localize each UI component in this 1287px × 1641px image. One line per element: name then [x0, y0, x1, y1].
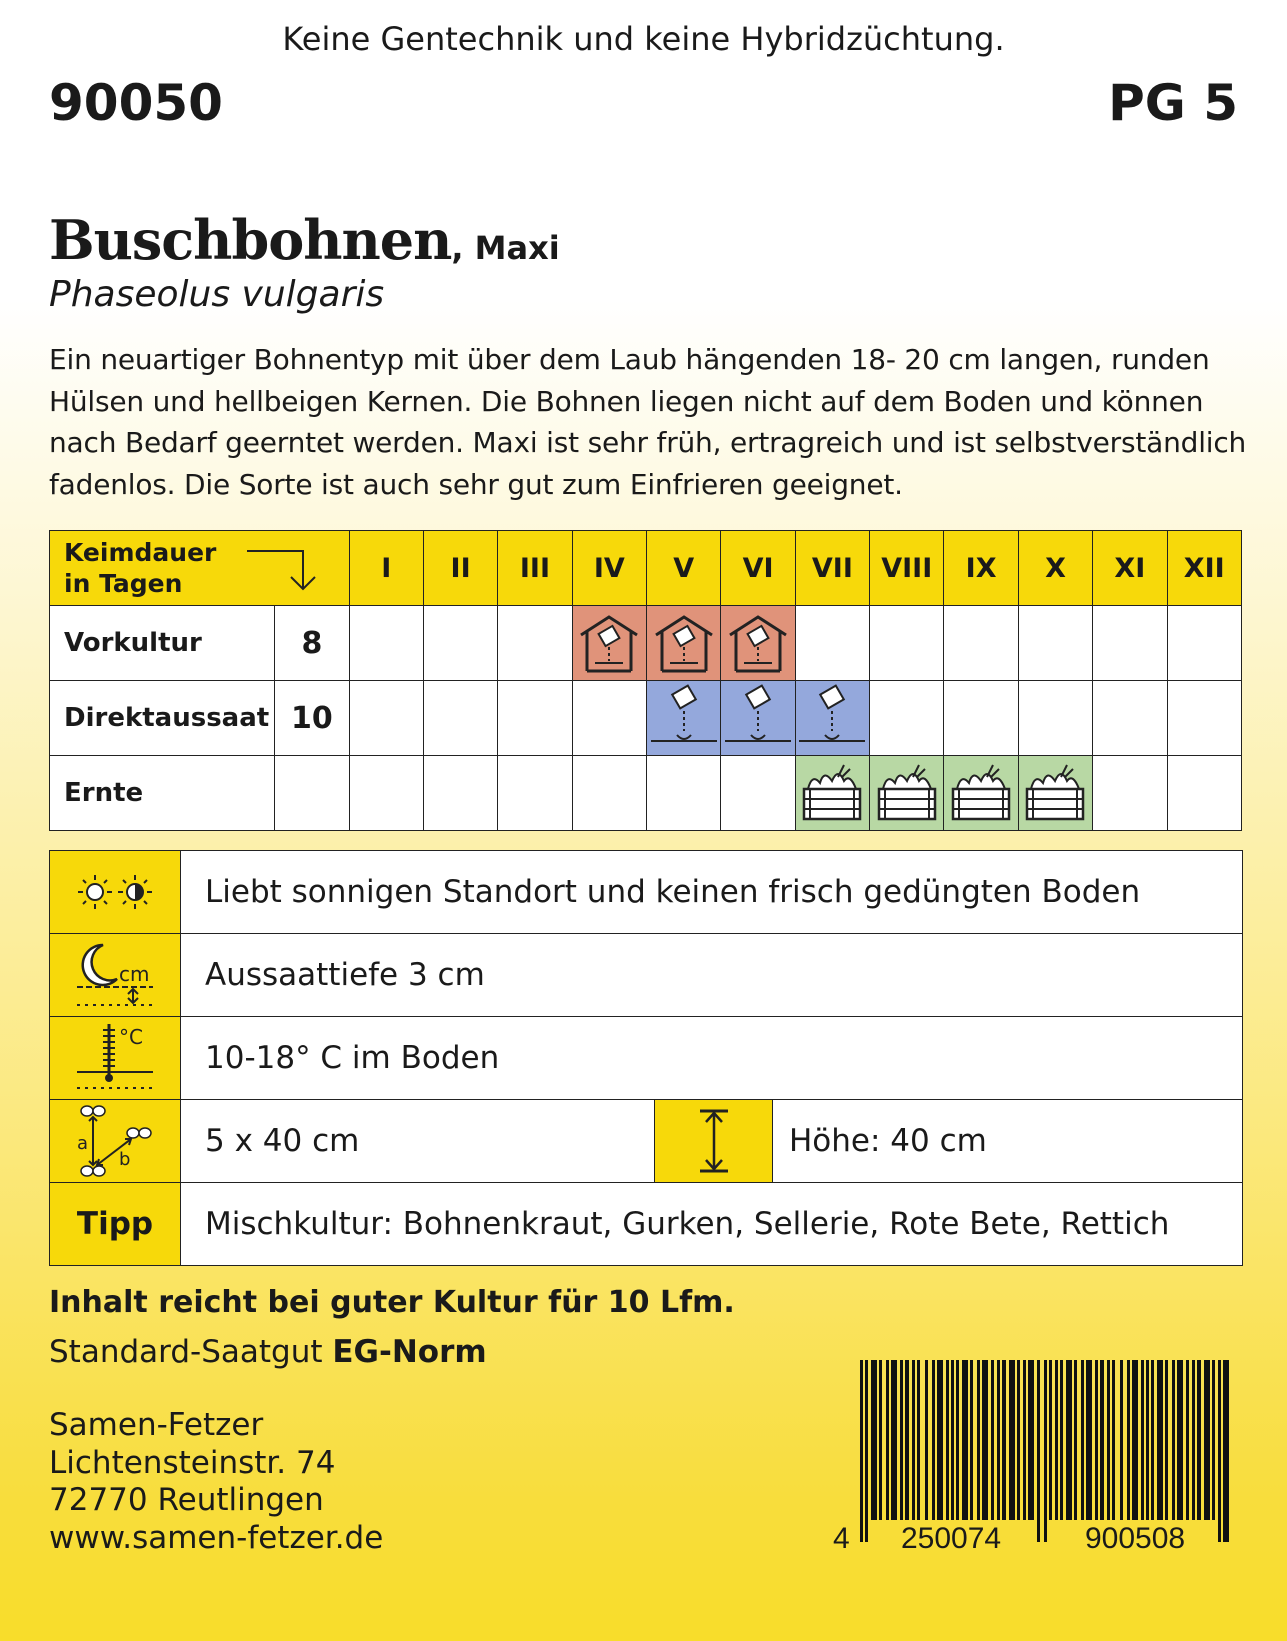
direct-sowing-icon	[649, 683, 719, 753]
greenhouse-sowing-icon	[726, 611, 790, 675]
barcode-bar	[1086, 1360, 1092, 1520]
latin-name: Phaseolus vulgaris	[49, 274, 385, 315]
barcode-bar	[1009, 1360, 1015, 1520]
month-cell	[721, 756, 795, 831]
tagline: Keine Gentechnik und keine Hybridzüchtung.	[282, 20, 1005, 58]
barcode-bar	[982, 1360, 988, 1520]
month-cell-active	[795, 756, 869, 831]
harvest-crate-icon	[947, 761, 1015, 825]
month-cell-active	[944, 756, 1018, 831]
barcode-bar	[1095, 1360, 1098, 1520]
barcode-bar	[1044, 1360, 1047, 1542]
barcode-bar	[997, 1360, 1000, 1520]
barcode-bar	[900, 1360, 903, 1520]
germination-days	[275, 756, 349, 831]
seed-standard	[49, 1334, 487, 1370]
month-cell	[1093, 681, 1167, 756]
height-text: Höhe: 40 cm	[773, 1100, 1243, 1183]
month-cell-active	[795, 681, 869, 756]
barcode-bar	[1120, 1360, 1123, 1520]
month-cell	[1093, 606, 1167, 681]
row-label: Direktaussaat	[50, 681, 275, 756]
info-row-location	[50, 851, 1243, 934]
barcode-bar	[1212, 1360, 1215, 1520]
barcode-bar	[917, 1360, 920, 1520]
barcode-bar	[1186, 1360, 1189, 1520]
month-header: IX	[944, 531, 1018, 606]
month-cell	[1167, 756, 1241, 831]
month-cell	[349, 756, 423, 831]
barcode-bar	[1107, 1360, 1110, 1520]
germination-days: 10	[275, 681, 349, 756]
company-street: Lichtensteinstr. 74	[49, 1444, 336, 1481]
month-cell	[423, 681, 497, 756]
barcode-bar	[1074, 1360, 1077, 1520]
month-cell	[349, 606, 423, 681]
seed-standard-prefix: Standard-Saatgut	[49, 1334, 333, 1370]
spacing-text: 5 x 40 cm	[181, 1100, 655, 1183]
coverage-note: Inhalt reicht bei guter Kultur für 10 Lfm.	[49, 1285, 735, 1320]
info-row-depth	[50, 934, 1243, 1017]
month-cell	[572, 756, 646, 831]
depth-text: Aussaattiefe 3 cm	[181, 934, 1243, 1017]
germination-header-line1: Keimdauer	[64, 538, 217, 567]
barcode-bar	[970, 1360, 973, 1520]
month-header: III	[498, 531, 572, 606]
month-cell	[498, 756, 572, 831]
company-name: Samen-Fetzer	[49, 1407, 264, 1443]
barcode-bar	[879, 1360, 882, 1520]
barcode-bar	[977, 1360, 980, 1520]
barcode-bar	[937, 1360, 943, 1520]
sun-half-sun-icon	[75, 872, 155, 912]
info-icon-cell	[50, 1100, 181, 1183]
month-cell	[870, 606, 944, 681]
temperature-text: 10-18° C im Boden	[181, 1017, 1243, 1100]
barcode-bar	[1081, 1360, 1084, 1520]
month-cell-active	[647, 606, 721, 681]
barcode-bar	[860, 1360, 863, 1542]
month-header: I	[349, 531, 423, 606]
info-icon-cell	[50, 1017, 181, 1100]
barcode-bar	[1017, 1360, 1020, 1520]
barcode-bar	[962, 1360, 968, 1520]
harvest-crate-icon	[798, 761, 866, 825]
info-icon-cell	[50, 851, 181, 934]
barcode-bar	[1197, 1360, 1201, 1520]
barcode-bar	[951, 1360, 954, 1520]
month-cell	[572, 681, 646, 756]
soil-thermometer-icon	[73, 1020, 157, 1096]
month-cell	[1167, 606, 1241, 681]
month-cell	[423, 606, 497, 681]
greenhouse-sowing-icon	[652, 611, 716, 675]
product-variety: , Maxi	[451, 229, 560, 267]
month-cell	[498, 606, 572, 681]
month-cell-active	[1018, 756, 1092, 831]
barcode-left-group: 250074	[901, 1522, 1002, 1555]
month-header: IV	[572, 531, 646, 606]
month-cell	[498, 681, 572, 756]
calendar-header-row	[50, 531, 1242, 606]
barcode-bar	[1165, 1360, 1168, 1520]
barcode-bar	[991, 1360, 994, 1520]
sowing-calendar	[49, 530, 1242, 831]
barcode-bar	[871, 1360, 877, 1520]
month-header: V	[647, 531, 721, 606]
barcode-bar	[946, 1360, 949, 1520]
calendar-row-vorkultur	[50, 606, 1242, 681]
month-header: XII	[1167, 531, 1241, 606]
month-header: II	[423, 531, 497, 606]
svg-text:cm: cm	[119, 962, 150, 986]
barcode-bar	[891, 1360, 897, 1520]
barcode-lead-digit: 4	[833, 1522, 850, 1555]
month-cell-active	[721, 681, 795, 756]
row-label: Ernte	[50, 756, 275, 831]
month-cell	[944, 606, 1018, 681]
month-cell-active	[870, 756, 944, 831]
tip-label: Tipp	[50, 1183, 181, 1266]
month-cell	[944, 681, 1018, 756]
harvest-crate-icon	[873, 761, 941, 825]
barcode-bar	[1177, 1360, 1183, 1520]
plant-spacing-icon	[73, 1103, 157, 1179]
germination-header-line2: in Tagen	[64, 569, 183, 598]
month-cell	[795, 606, 869, 681]
month-cell	[1167, 681, 1241, 756]
direct-sowing-icon	[797, 683, 867, 753]
down-right-arrow-icon	[245, 545, 325, 593]
month-cell	[1018, 606, 1092, 681]
barcode-bar	[1002, 1360, 1006, 1520]
barcode-bar	[1141, 1360, 1144, 1520]
month-header: VII	[795, 531, 869, 606]
barcode-bar	[956, 1360, 959, 1520]
barcode-bar	[932, 1360, 935, 1520]
barcode-bar	[1023, 1360, 1026, 1520]
calendar-row-ernte	[50, 756, 1242, 831]
growing-info-table	[49, 850, 1243, 1266]
barcode-bar	[1037, 1360, 1040, 1542]
barcode-bar	[1055, 1360, 1058, 1520]
month-cell	[1018, 681, 1092, 756]
barcode-bar	[1049, 1360, 1052, 1520]
product-title	[49, 208, 560, 272]
month-cell	[423, 756, 497, 831]
barcode-bar	[1066, 1360, 1072, 1520]
barcode-bar	[1132, 1360, 1138, 1520]
svg-text:°C: °C	[119, 1025, 143, 1049]
calendar-row-direktaussaat	[50, 681, 1242, 756]
month-header: VIII	[870, 531, 944, 606]
month-header: XI	[1093, 531, 1167, 606]
price-group: PG 5	[1108, 74, 1238, 132]
seed-standard-norm: EG-Norm	[332, 1334, 487, 1370]
info-icon-cell	[655, 1100, 773, 1183]
barcode-bar	[925, 1360, 928, 1520]
info-row-spacing	[50, 1100, 1243, 1183]
ean-barcode	[860, 1360, 1240, 1542]
info-row-tip	[50, 1183, 1243, 1266]
svg-text:b: b	[119, 1149, 131, 1170]
month-cell	[647, 756, 721, 831]
barcode-bar	[1028, 1360, 1034, 1520]
tip-text: Mischkultur: Bohnenkraut, Gurken, Sellerie, Rote Bete, Rettich	[181, 1183, 1243, 1266]
barcode-bar	[1218, 1360, 1221, 1542]
barcode-bar	[912, 1360, 915, 1520]
company-address	[49, 1407, 383, 1557]
barcode-bar	[1112, 1360, 1115, 1520]
barcode-bar	[865, 1360, 868, 1542]
barcode-bar	[886, 1360, 889, 1520]
month-cell-active	[721, 606, 795, 681]
barcode-bar	[1100, 1360, 1104, 1520]
product-name: Buschbohnen	[49, 208, 452, 272]
sowing-depth-icon	[73, 937, 157, 1013]
info-row-temperature	[50, 1017, 1243, 1100]
article-number: 90050	[49, 74, 223, 132]
company-website: www.samen-fetzer.de	[49, 1519, 384, 1556]
month-cell-active	[572, 606, 646, 681]
barcode-bar	[1127, 1360, 1130, 1520]
barcode-bar	[1060, 1360, 1063, 1520]
location-text: Liebt sonnigen Standort und keinen frisch gedüngten Boden	[181, 851, 1243, 934]
month-cell-active	[647, 681, 721, 756]
barcode-right-group: 900508	[1085, 1522, 1186, 1555]
height-arrow-icon	[694, 1108, 734, 1174]
harvest-crate-icon	[1021, 761, 1089, 825]
row-label: Vorkultur	[50, 606, 275, 681]
month-cell	[870, 681, 944, 756]
svg-text:a: a	[77, 1133, 89, 1154]
germination-days: 8	[275, 606, 349, 681]
barcode-bar	[1172, 1360, 1175, 1520]
barcode-bar	[1192, 1360, 1195, 1520]
barcode-bar	[1146, 1360, 1149, 1520]
barcode-bar	[1151, 1360, 1154, 1520]
product-description: Ein neuartiger Bohnentyp mit über dem Laub hängenden 18- 20 cm langen, runden Hülsen und hellbeigen Kernen. Die Bohnen liegen nicht auf dem Boden und können nach Bedarf geerntet werden. Maxi ist sehr früh, ertragreich und ist selbstverständlich fadenlos. Die Sorte ist auch sehr gut zum Einfrieren geeignet.	[49, 343, 1247, 501]
barcode-bar	[1157, 1360, 1163, 1520]
greenhouse-sowing-icon	[577, 611, 641, 675]
month-header: X	[1018, 531, 1092, 606]
germination-header	[50, 531, 350, 606]
info-icon-cell	[50, 934, 181, 1017]
month-cell	[349, 681, 423, 756]
direct-sowing-icon	[723, 683, 793, 753]
barcode-bar	[905, 1360, 909, 1520]
barcode-bar	[1223, 1360, 1229, 1542]
company-city: 72770 Reutlingen	[49, 1482, 324, 1518]
month-cell	[1093, 756, 1167, 831]
barcode-bar	[1204, 1360, 1210, 1520]
month-header: VI	[721, 531, 795, 606]
